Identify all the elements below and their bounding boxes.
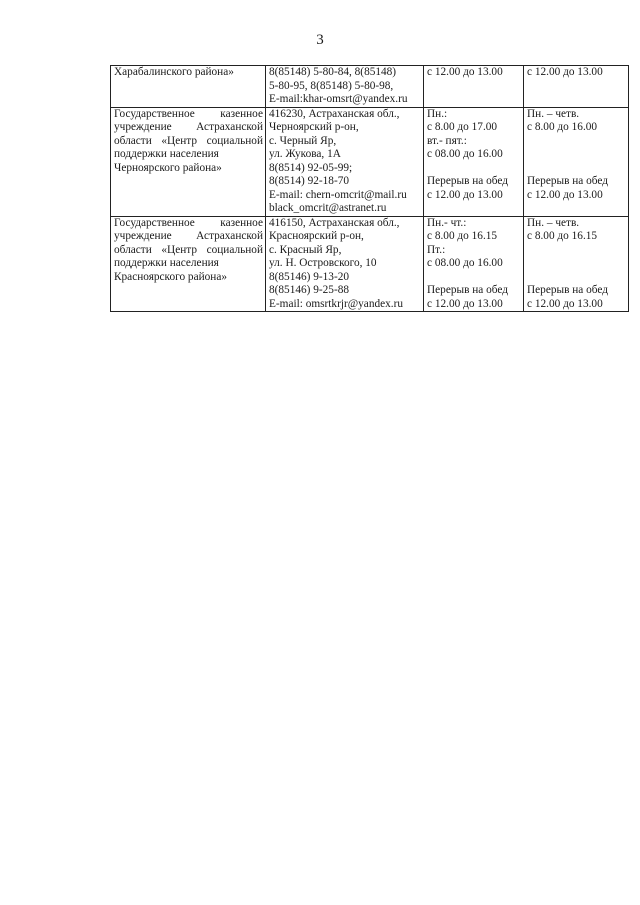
reception-hours-cell xyxy=(524,66,629,108)
blank-line xyxy=(527,148,626,162)
address-contacts-cell-line: black_omcrit@astranet.ru xyxy=(269,202,387,214)
working-hours-cell-line: Перерыв на обед xyxy=(427,175,508,187)
institution-name-cell-line: Красноярского района» xyxy=(114,270,228,283)
institution-name-cell-line: Черноярского района» xyxy=(114,161,222,174)
institutions-table-body xyxy=(111,66,629,312)
reception-hours-cell-line: Пн. – четв. xyxy=(527,216,580,229)
blank-line xyxy=(527,135,626,149)
working-hours-cell-line: с 8.00 до 17.00 xyxy=(427,121,498,133)
page-number: 3 xyxy=(316,32,324,48)
table-row xyxy=(111,107,629,216)
institution-name-cell xyxy=(111,107,266,216)
reception-hours-cell xyxy=(524,216,629,312)
institution-name-cell-line: поддержки населения xyxy=(114,148,219,160)
reception-hours-cell-line: Перерыв на обед xyxy=(527,284,608,296)
reception-hours-cell-line: Пн. – четв. xyxy=(527,107,580,120)
working-hours-cell-line: Пн.- чт.: xyxy=(427,216,467,229)
institution-name-cell-line: учреждение Астраханской xyxy=(114,121,263,133)
blank-line xyxy=(427,162,521,176)
institution-name-cell-line: области «Центр социальной xyxy=(114,243,263,256)
working-hours-cell-line: вт.- пят.: xyxy=(427,134,467,147)
working-hours-cell xyxy=(424,66,524,108)
working-hours-cell-line: с 08.00 до 16.00 xyxy=(427,148,503,160)
institutions-table xyxy=(110,65,629,312)
address-contacts-cell-line: 8(8514) 92-05-99; xyxy=(269,161,353,174)
working-hours-cell xyxy=(424,216,524,312)
reception-hours-cell-line: с 12.00 до 13.00 xyxy=(527,297,603,310)
reception-hours-cell xyxy=(524,107,629,216)
blank-line xyxy=(527,271,626,285)
address-contacts-cell-line: 416230, Астраханская обл., xyxy=(269,107,400,120)
table-row xyxy=(111,66,629,108)
institution-name-cell-line: поддержки населения xyxy=(114,257,219,269)
blank-line xyxy=(527,257,626,271)
institution-name-cell-line: учреждение Астраханской xyxy=(114,230,263,242)
address-contacts-cell-line: 8(8514) 92-18-70 xyxy=(269,175,350,187)
blank-line xyxy=(427,271,521,285)
table-row xyxy=(111,216,629,312)
institution-name-cell-line: области «Центр социальной xyxy=(114,134,263,147)
address-contacts-cell-line: 8(85148) 5-80-84, 8(85148) xyxy=(269,66,397,78)
address-contacts-cell-line: E-mail: chern-omcrit@mail.ru xyxy=(269,188,407,201)
address-contacts-cell xyxy=(266,107,424,216)
institution-name-cell-line: Государственное казенное xyxy=(114,216,263,229)
working-hours-cell-line: Пн.: xyxy=(427,107,448,120)
working-hours-cell-line: с 12.00 до 13.00 xyxy=(427,188,503,201)
address-contacts-cell-line: 416150, Астраханская обл., xyxy=(269,216,400,229)
blank-line xyxy=(527,244,626,258)
working-hours-cell-line: с 12.00 до 13.00 xyxy=(427,297,503,310)
reception-hours-cell-line: с 12.00 до 13.00 xyxy=(527,188,603,201)
working-hours-cell-line: с 12.00 до 13.00 xyxy=(427,66,503,78)
address-contacts-cell xyxy=(266,66,424,108)
address-contacts-cell-line: Черноярский р-он, xyxy=(269,121,359,133)
address-contacts-cell xyxy=(266,216,424,312)
institution-name-cell xyxy=(111,66,266,108)
reception-hours-cell-line: Перерыв на обед xyxy=(527,175,608,187)
reception-hours-cell-line: с 8.00 до 16.15 xyxy=(527,230,598,242)
institution-name-cell-line: Государственное казенное xyxy=(114,107,263,120)
working-hours-cell xyxy=(424,107,524,216)
reception-hours-cell-line: с 12.00 до 13.00 xyxy=(527,66,603,78)
institution-name-cell xyxy=(111,216,266,312)
working-hours-cell-line: с 8.00 до 16.15 xyxy=(427,230,498,242)
address-contacts-cell-line: Красноярский р-он, xyxy=(269,230,364,242)
working-hours-cell-line: с 08.00 до 16.00 xyxy=(427,257,503,269)
address-contacts-cell-line: E-mail:khar-omsrt@yandex.ru xyxy=(269,93,408,105)
reception-hours-cell-line: с 8.00 до 16.00 xyxy=(527,121,598,133)
address-contacts-cell-line: с. Красный Яр, xyxy=(269,243,342,256)
address-contacts-cell-line: с. Черный Яр, xyxy=(269,134,337,147)
institution-name-cell-line: Харабалинского района» xyxy=(114,66,234,78)
address-contacts-cell-line: 5-80-95, 8(85148) 5-80-98, xyxy=(269,79,394,92)
address-contacts-cell-line: ул. Н. Островского, 10 xyxy=(269,257,377,269)
blank-line xyxy=(527,162,626,176)
address-contacts-cell-line: 8(85146) 9-25-88 xyxy=(269,284,350,296)
address-contacts-cell-line: E-mail: omsrtkrjr@yandex.ru xyxy=(269,297,404,310)
working-hours-cell-line: Перерыв на обед xyxy=(427,284,508,296)
address-contacts-cell-line: 8(85146) 9-13-20 xyxy=(269,270,350,283)
address-contacts-cell-line: ул. Жукова, 1А xyxy=(269,148,341,160)
working-hours-cell-line: Пт.: xyxy=(427,243,446,256)
